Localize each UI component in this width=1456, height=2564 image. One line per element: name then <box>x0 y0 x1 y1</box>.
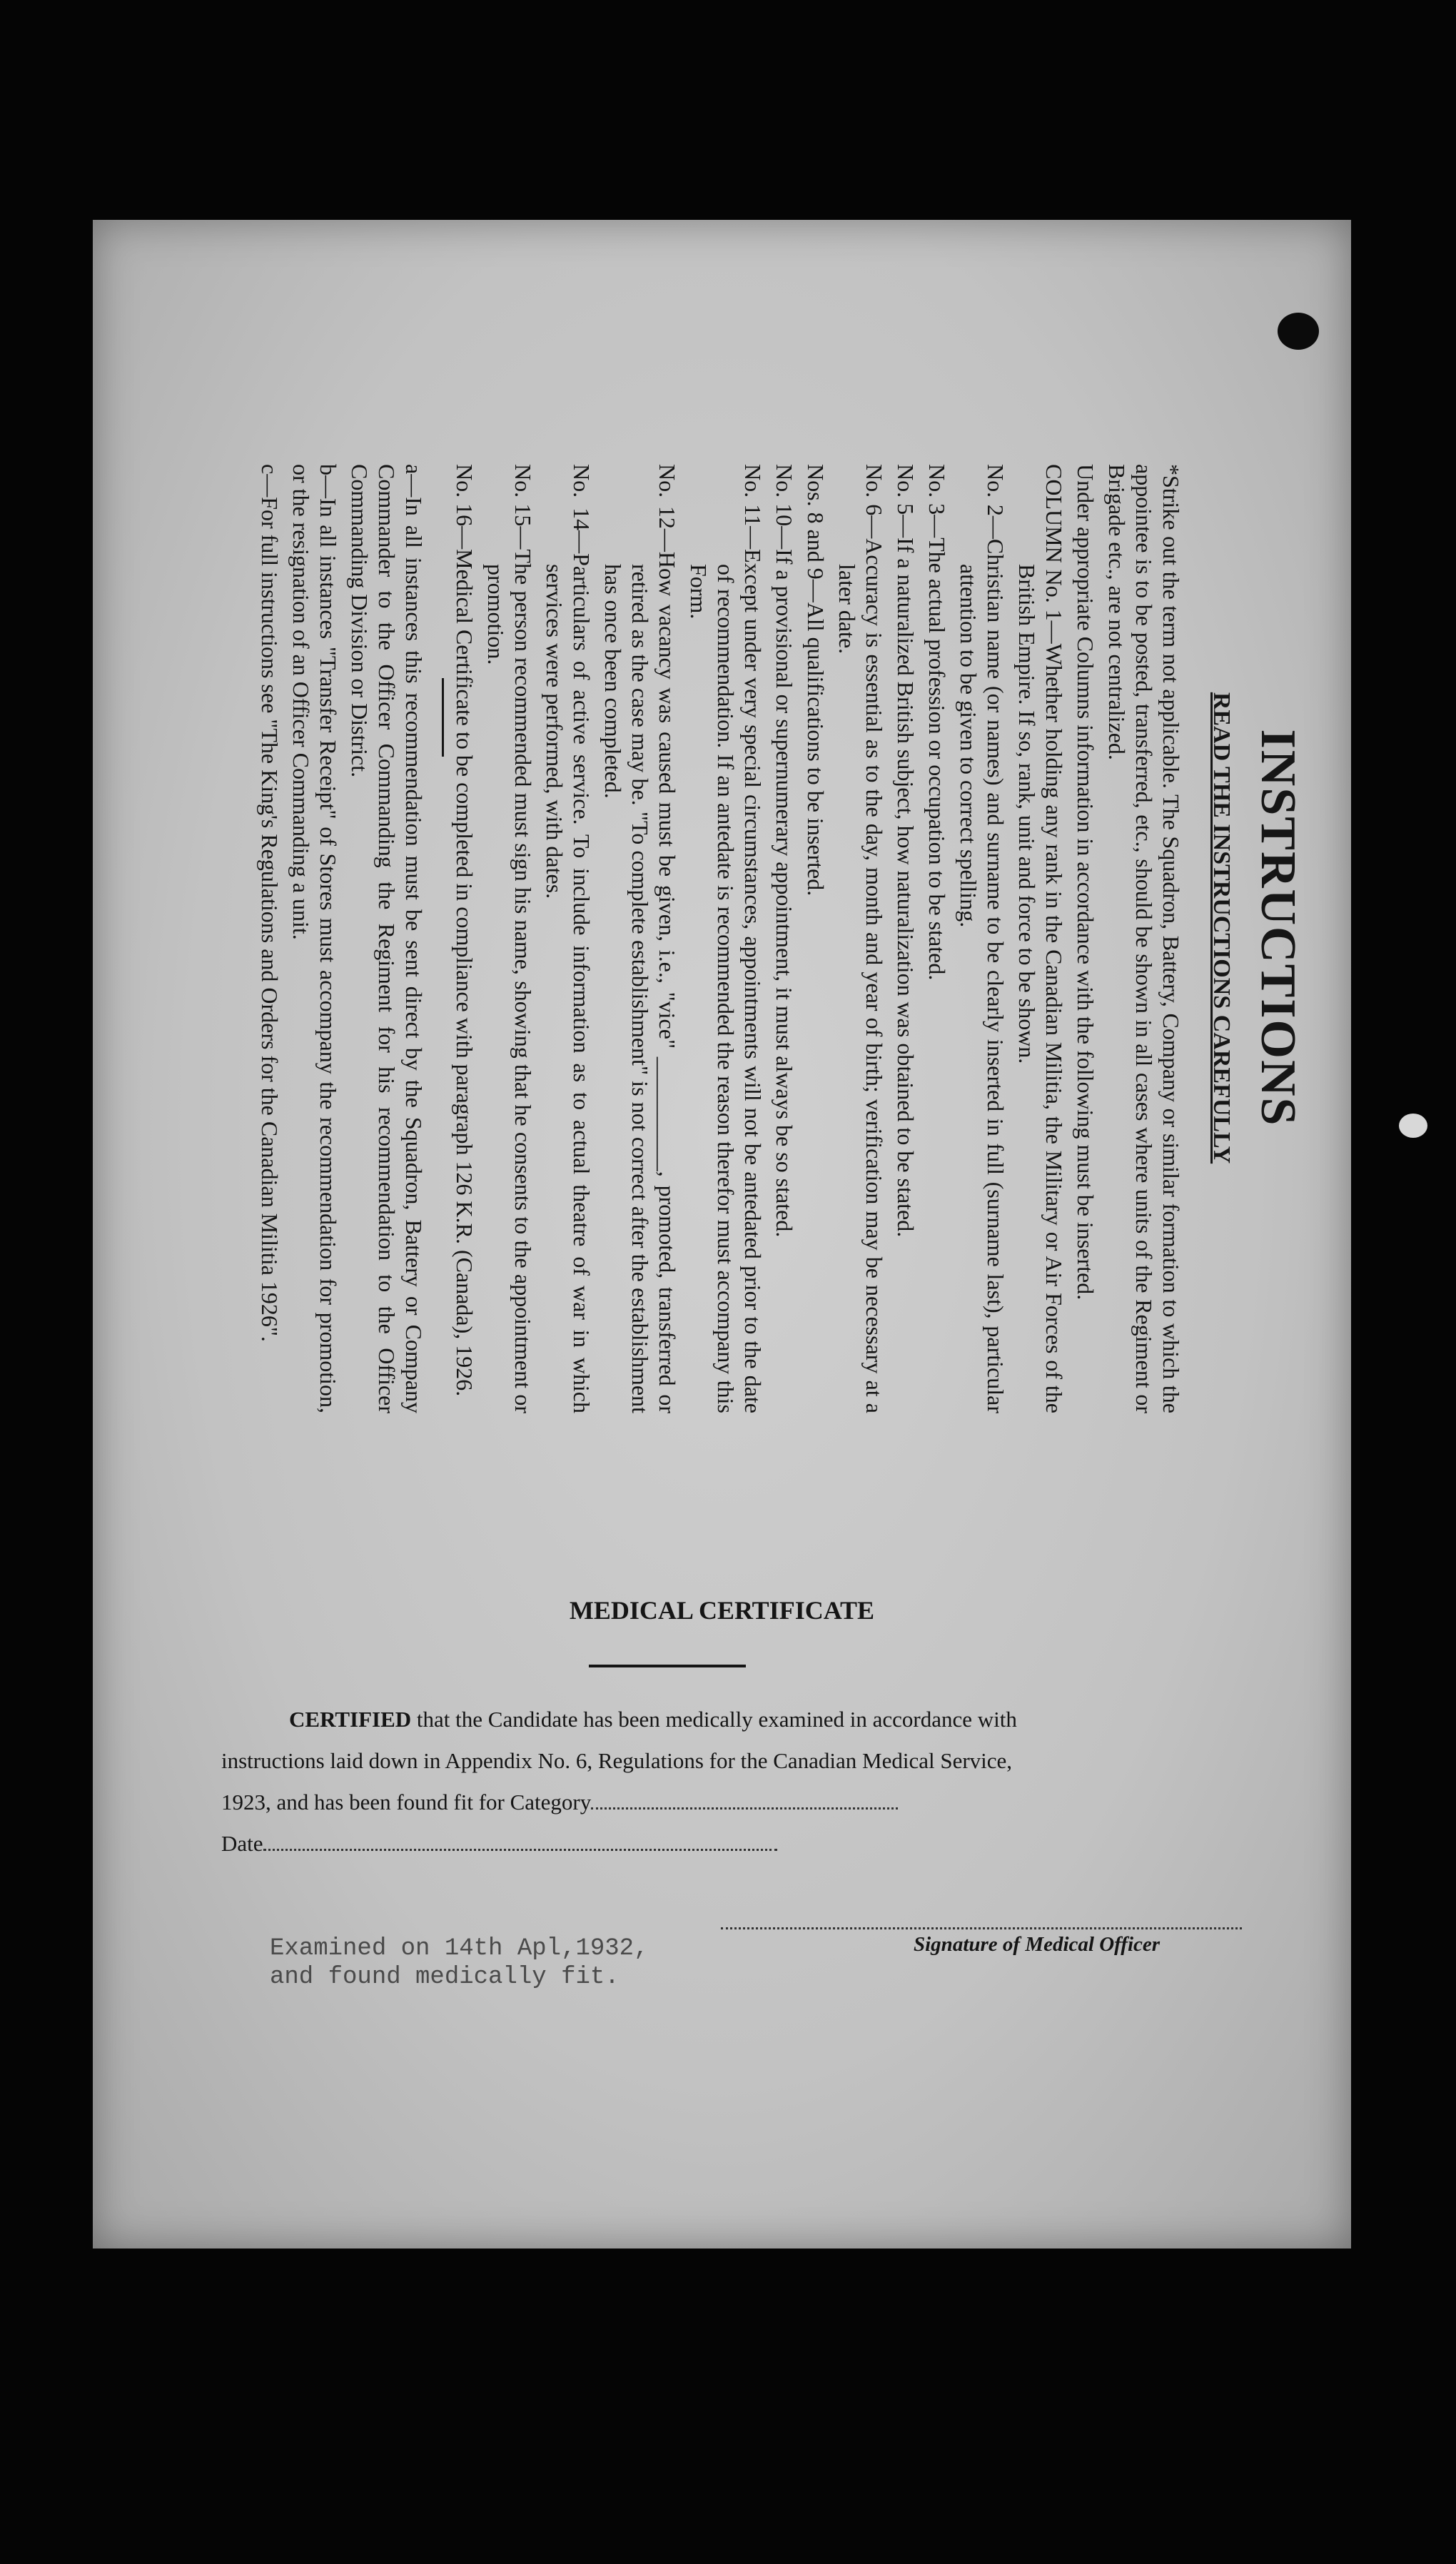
instructions-region <box>136 435 1349 1756</box>
instruction-item: Nos. 8 and 9—All qualifications to be inserted. <box>803 464 829 897</box>
instruction-item: No. 14—Particulars of active service. To include information as to actual theatre of war in which services were performed, with dates. <box>542 464 595 1413</box>
paper-speck <box>1399 1114 1427 1138</box>
medical-certificate-text <box>221 1699 1121 1864</box>
instruction-item: No. 16—Medical Certificate to be completed in compliance with paragraph 126 K.R. (Canada), 1926. <box>452 464 477 1397</box>
typed-note-line-2: and found medically fit. <box>270 1964 620 1991</box>
instructions-block <box>171 435 1349 1420</box>
certificate-line-2: instructions laid down in Appendix No. 6, Regulations for the Canadian Medical Service, <box>221 1748 1013 1773</box>
instruction-item: No. 5—If a naturalized British subject, how naturalization was obtained to be stated. <box>893 464 919 1238</box>
instruction-note: a—In all instances this recommendation must be sent direct by the Squadron, Battery or Company Commander to the Officer Commanding the Regiment for his recommendation to the Officer Commanding Division or District. <box>347 464 427 1413</box>
certificate-line-1-text: that the Candidate has been medically examined in accordance with <box>416 1707 1017 1732</box>
instruction-item: No. 3—The actual profession or occupation to be stated. <box>924 464 950 981</box>
certified-word: CERTIFIED <box>289 1707 412 1732</box>
instruction-note: b—In all instances "Transfer Receipt" of Stores must accompany the recommendation for promotion, or the resignation of an Officer Commanding a unit. <box>288 464 341 1413</box>
typed-note-line-1: Examined on 14th Apl,1932, <box>270 1935 649 1962</box>
date-field[interactable] <box>263 1833 777 1851</box>
instruction-note: c—For full instructions see "The King's Regulations and Orders for the Canadian Militia 1926". <box>257 464 283 1342</box>
category-field[interactable] <box>591 1792 898 1810</box>
separator-rule <box>442 678 444 757</box>
instruction-item: No. 10—If a provisional or supernumerary appointment, it must always be so stated. <box>772 464 797 1238</box>
category-label: 1923, and has been found fit for Category <box>221 1790 592 1815</box>
instruction-item: COLUMN No. 1—Whether holding any rank in the Canadian Militia, the Military or Air Forces of the British Empire. If so, rank, unit and force to be shown. <box>1014 464 1067 1413</box>
certificate-line-1 <box>221 1699 1121 1740</box>
instruction-item: No. 12—How vacancy was caused must be given, i.e., "vice" __________, promoted, transferred or retired as the case may be. "To complete establishment" is not correct after the establishment has once been completed. <box>600 464 680 1413</box>
signature-field[interactable] <box>721 1927 1242 1929</box>
instruction-item: No. 6—Accuracy is essential as to the day, month and year of birth; verification may be necessary at a later date. <box>834 464 887 1413</box>
punch-hole <box>1278 313 1319 350</box>
instructions-title: INSTRUCTIONS <box>1250 729 1305 1127</box>
instructions-body <box>252 464 1185 1413</box>
instruction-item: No. 15—The person recommended must sign his name, showing that he consents to the appointment or promotion. <box>483 464 536 1413</box>
instructions-subtitle: READ THE INSTRUCTIONS CAREFULLY <box>1208 692 1235 1164</box>
instruction-item: No. 2—Christian name (or names) and surname to be clearly inserted in full (surname last), particular attention to be given to correct spelling. <box>956 464 1008 1413</box>
signature-label: Signature of Medical Officer <box>914 1933 1161 1956</box>
instructions-under: Under appropriate Columns information in accordance with the following must be inserted. <box>1073 464 1098 1301</box>
date-line <box>221 1823 1121 1864</box>
typed-examination-note <box>270 1934 649 1992</box>
title-underline <box>589 1665 746 1667</box>
certificate-line-3 <box>221 1782 1121 1823</box>
instruction-item: No. 11—Except under very special circumstances, appointments will not be antedated prior to the date of recommendation. If an antedate is recommended the reason therefor must accompany this Form. <box>686 464 766 1413</box>
date-label: Date <box>221 1831 263 1856</box>
medical-certificate-title: MEDICAL CERTIFICATE <box>569 1596 875 1625</box>
instructions-intro: *Strike out the term not applicable. The Squadron, Battery, Company or similar formation to which the appointee is to be posted, transferred, etc., should be shown in all cases where units of the Regiment or Brigade etc., are not centralized. <box>1104 464 1184 1413</box>
